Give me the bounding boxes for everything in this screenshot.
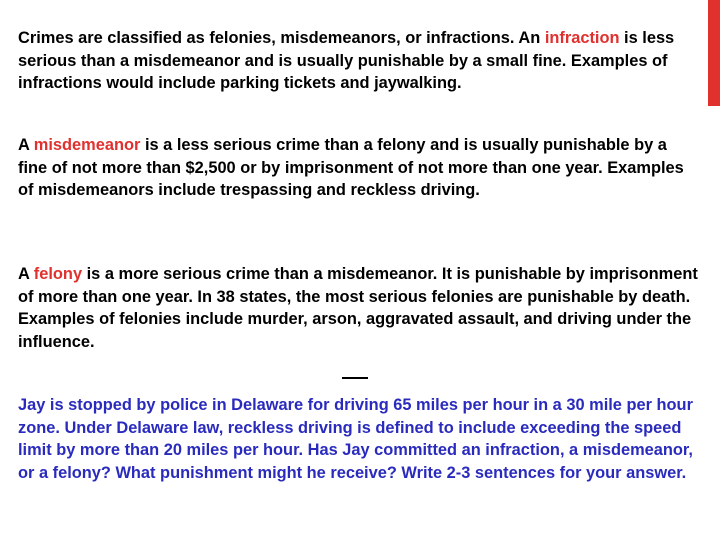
- accent-bar: [708, 0, 720, 106]
- felony-rest: is a more serious crime than a misdemeanor. It is punishable by imprisonment of more than one year. In 38 states, the most serious felonies are punishable by death. Examples of felonies include murder, arson, aggravated assault, and driving under the influence.: [18, 265, 698, 351]
- misdemeanor-term: misdemeanor: [33, 136, 141, 154]
- misdemeanor-lead: A: [18, 136, 34, 154]
- divider-line: [342, 377, 368, 379]
- felony-lead: A: [18, 265, 34, 283]
- infraction-paragraph: [18, 27, 698, 95]
- question-paragraph: Jay is stopped by police in Delaware for driving 65 miles per hour in a 30 mile per hour zone. Under Delaware law, reckless driving is defined to include exceeding the speed limit by more than 20 miles per hour. Has Jay committed an infraction, a misdemeanor, or a felony? What punishment might he receive? Write 2-3 sentences for your answer.: [18, 396, 693, 482]
- misdemeanor-paragraph: [18, 134, 698, 202]
- infraction-rest: is less serious than a misdemeanor and is usually punishable by a small fine. Examples of infractions would include parking tickets and jaywalking.: [18, 29, 675, 93]
- infraction-term: infraction: [544, 29, 620, 47]
- infraction-lead: Crimes are classified as felonies, misdemeanors, or infractions. An: [18, 29, 545, 47]
- felony-paragraph: [18, 263, 698, 353]
- felony-term: felony: [33, 265, 83, 283]
- misdemeanor-rest: is a less serious crime than a felony and is usually punishable by a fine of not more than $2,500 or by imprisonment of not more than one year. Examples of misdemeanors include trespassing and reckless driving.: [18, 136, 684, 200]
